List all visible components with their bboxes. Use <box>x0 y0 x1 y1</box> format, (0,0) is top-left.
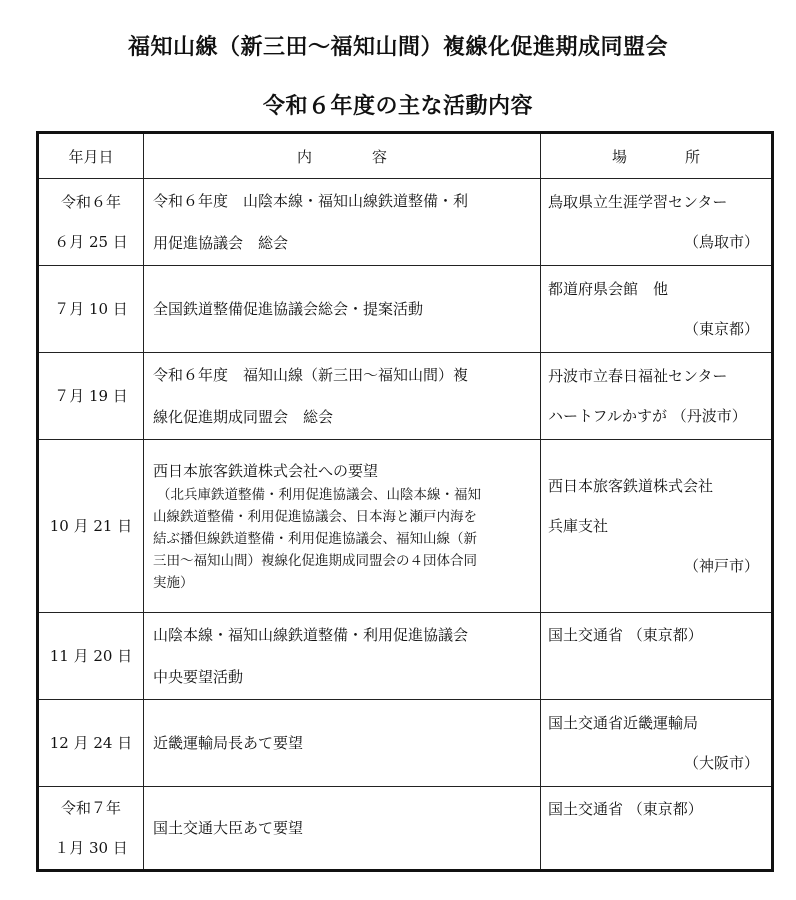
place-city: （東京都） <box>627 800 703 818</box>
table-row <box>38 266 773 353</box>
row-content: 西日本旅客鉄道株式会社への要望 （北兵庫鉄道整備・利用促進協議会、山陰本線・福知 山線鉄道整備・利用促進協議会、日本海と瀬戸内海を 結ぶ播但線鉄道整備・利用促進協議会、福知山線（新 三田〜福知山間）複線化促進期成同盟会の４団体合同 実施） <box>144 440 541 613</box>
document-title: 福知山線（新三田〜福知山間）複線化促進期成同盟会 <box>127 35 668 60</box>
table-row <box>38 700 773 787</box>
header-place: 場所 <box>541 133 773 179</box>
row-place: 鳥取県立生涯学習センター （鳥取市） <box>541 179 773 266</box>
place-city: （東京都） <box>627 626 703 644</box>
row-place: 国土交通省近畿運輸局 （大阪市） <box>541 700 773 787</box>
table-row <box>38 613 773 700</box>
place-subname: ハートフルかすが <box>548 407 667 425</box>
row-date: 12 月 24 日 <box>38 700 144 787</box>
row-content: 近畿運輸局長あて要望 <box>144 700 541 787</box>
table-row <box>38 787 773 871</box>
table-header-row <box>38 133 773 179</box>
row-place <box>541 787 773 871</box>
row-content: 全国鉄道整備促進協議会総会・提案活動 <box>144 266 541 353</box>
header-date: 年月日 <box>38 133 144 179</box>
activity-table <box>36 131 774 872</box>
row-date: ７月 10 日 <box>38 266 144 353</box>
row-place <box>541 613 773 700</box>
table-row <box>38 353 773 440</box>
row-content: 令和６年度 山陰本線・福知山線鉄道整備・利 用促進協議会 総会 <box>144 179 541 266</box>
table-row <box>38 440 773 613</box>
row-date: 令和７年 １月 30 日 <box>38 787 144 871</box>
header-content: 内容 <box>144 133 541 179</box>
row-place: 西日本旅客鉄道株式会社 兵庫支社 （神戸市） <box>541 440 773 613</box>
row-place: 丹波市立春日福祉センター ハートフルかすが （丹波市） <box>541 353 773 440</box>
place-city: （丹波市） <box>671 407 747 425</box>
place-name: 国土交通省 <box>548 626 624 644</box>
row-date: 10 月 21 日 <box>38 440 144 613</box>
row-date: ７月 19 日 <box>38 353 144 440</box>
row-content: 山陰本線・福知山線鉄道整備・利用促進協議会 中央要望活動 <box>144 613 541 700</box>
document-subtitle: 令和６年度の主な活動内容 <box>262 94 533 119</box>
table-row <box>38 179 773 266</box>
place-name: 国土交通省 <box>548 800 624 818</box>
row-content: 令和６年度 福知山線（新三田〜福知山間）複 線化促進期成同盟会 総会 <box>144 353 541 440</box>
row-content: 国土交通大臣あて要望 <box>144 787 541 871</box>
row-place: 都道府県会館 他 （東京都） <box>541 266 773 353</box>
row-date: 令和６年 ６月 25 日 <box>38 179 144 266</box>
row-date: 11 月 20 日 <box>38 613 144 700</box>
